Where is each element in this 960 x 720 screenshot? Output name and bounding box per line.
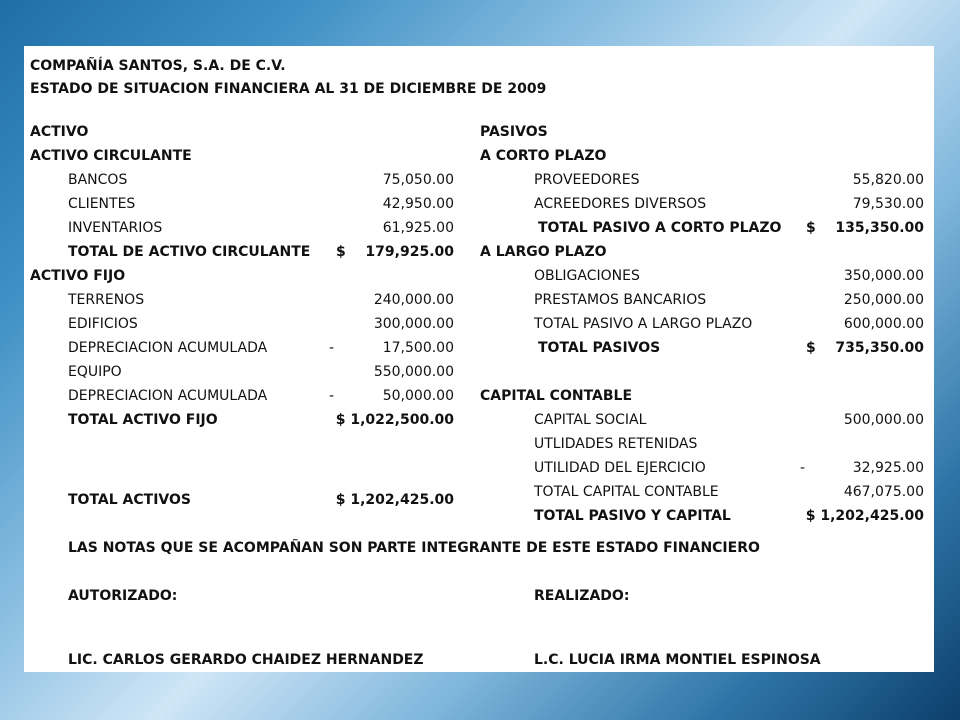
equity-label: UTLIDADES RETENIDAS — [534, 436, 698, 452]
current-assets-heading: ACTIVO CIRCULANTE — [30, 148, 192, 164]
liabilities-heading: PASIVOS — [480, 124, 548, 140]
asset-value: 61,925.00 — [382, 220, 454, 236]
company-name: COMPAÑÍA SANTOS, S.A. DE C.V. — [30, 58, 286, 74]
statement-title: ESTADO DE SITUACION FINANCIERA AL 31 DE DICIEMBRE DE 2009 — [30, 81, 547, 97]
liability-label: PRESTAMOS BANCARIOS — [534, 292, 707, 308]
current-assets-total-value: 179,925.00 — [365, 244, 454, 260]
asset-value: 75,050.00 — [382, 172, 454, 188]
liability-label: TOTAL PASIVO A LARGO PLAZO — [534, 316, 753, 332]
asset-value: 17,500.00 — [382, 340, 454, 356]
asset-sign: - — [329, 388, 335, 404]
liability-value: 55,820.00 — [852, 172, 924, 188]
prepared-by-name: L.C. LUCIA IRMA MONTIEL ESPINOSA — [534, 652, 821, 668]
equity-label: UTILIDAD DEL EJERCICIO — [534, 460, 706, 476]
total-liabilities-equity-value: $ 1,202,425.00 — [805, 508, 924, 524]
total-liabilities-value: 735,350.00 — [835, 340, 924, 356]
asset-label: BANCOS — [68, 172, 128, 188]
assets-heading: ACTIVO — [30, 124, 89, 140]
statement-note: LAS NOTAS QUE SE ACOMPAÑAN SON PARTE INTEGRANTE DE ESTE ESTADO FINANCIERO — [68, 540, 760, 556]
liability-value: 79,530.00 — [852, 196, 924, 212]
liability-value: 600,000.00 — [843, 316, 924, 332]
current-assets-total-sign: $ — [336, 244, 346, 260]
total-liabilities-equity-label: TOTAL PASIVO Y CAPITAL — [534, 508, 731, 524]
total-assets-label: TOTAL ACTIVOS — [68, 492, 191, 508]
fixed-assets-total-value: $ 1,022,500.00 — [335, 412, 454, 428]
liability-value: 250,000.00 — [843, 292, 924, 308]
equity-value: 32,925.00 — [852, 460, 924, 476]
liability-label: PROVEEDORES — [534, 172, 640, 188]
asset-label: CLIENTES — [68, 196, 136, 212]
equity-sign: - — [800, 460, 806, 476]
asset-label: EQUIPO — [68, 364, 122, 380]
total-liabilities-sign: $ — [806, 340, 816, 356]
authorized-signatory-name: LIC. CARLOS GERARDO CHAIDEZ HERNANDEZ — [68, 652, 424, 668]
total-liabilities-label: TOTAL PASIVOS — [538, 340, 661, 356]
equity-value: 500,000.00 — [843, 412, 924, 428]
short-term-heading: A CORTO PLAZO — [480, 148, 607, 164]
asset-label: DEPRECIACION ACUMULADA — [68, 340, 268, 356]
asset-sign: - — [329, 340, 335, 356]
long-term-heading: A LARGO PLAZO — [480, 244, 607, 260]
asset-label: DEPRECIACION ACUMULADA — [68, 388, 268, 404]
short-term-total-value: 135,350.00 — [835, 220, 924, 236]
equity-heading: CAPITAL CONTABLE — [480, 388, 633, 404]
short-term-total-label: TOTAL PASIVO A CORTO PLAZO — [538, 220, 782, 236]
asset-label: EDIFICIOS — [68, 316, 138, 332]
asset-value: 240,000.00 — [373, 292, 454, 308]
short-term-total-sign: $ — [806, 220, 816, 236]
financial-statement-sheet — [24, 46, 934, 672]
liability-label: OBLIGACIONES — [534, 268, 640, 284]
asset-value: 550,000.00 — [373, 364, 454, 380]
equity-value: 467,075.00 — [843, 484, 924, 500]
asset-label: INVENTARIOS — [68, 220, 163, 236]
fixed-assets-heading: ACTIVO FIJO — [30, 268, 126, 284]
fixed-assets-total-label: TOTAL ACTIVO FIJO — [68, 412, 218, 428]
asset-value: 42,950.00 — [382, 196, 454, 212]
equity-label: CAPITAL SOCIAL — [534, 412, 647, 428]
asset-label: TERRENOS — [68, 292, 145, 308]
equity-label: TOTAL CAPITAL CONTABLE — [534, 484, 719, 500]
liability-label: ACREEDORES DIVERSOS — [534, 196, 707, 212]
prepared-label: REALIZADO: — [534, 588, 630, 604]
liability-value: 350,000.00 — [843, 268, 924, 284]
total-assets-value: $ 1,202,425.00 — [335, 492, 454, 508]
authorized-label: AUTORIZADO: — [68, 588, 178, 604]
current-assets-total-label: TOTAL DE ACTIVO CIRCULANTE — [68, 244, 311, 260]
asset-value: 50,000.00 — [382, 388, 454, 404]
asset-value: 300,000.00 — [373, 316, 454, 332]
